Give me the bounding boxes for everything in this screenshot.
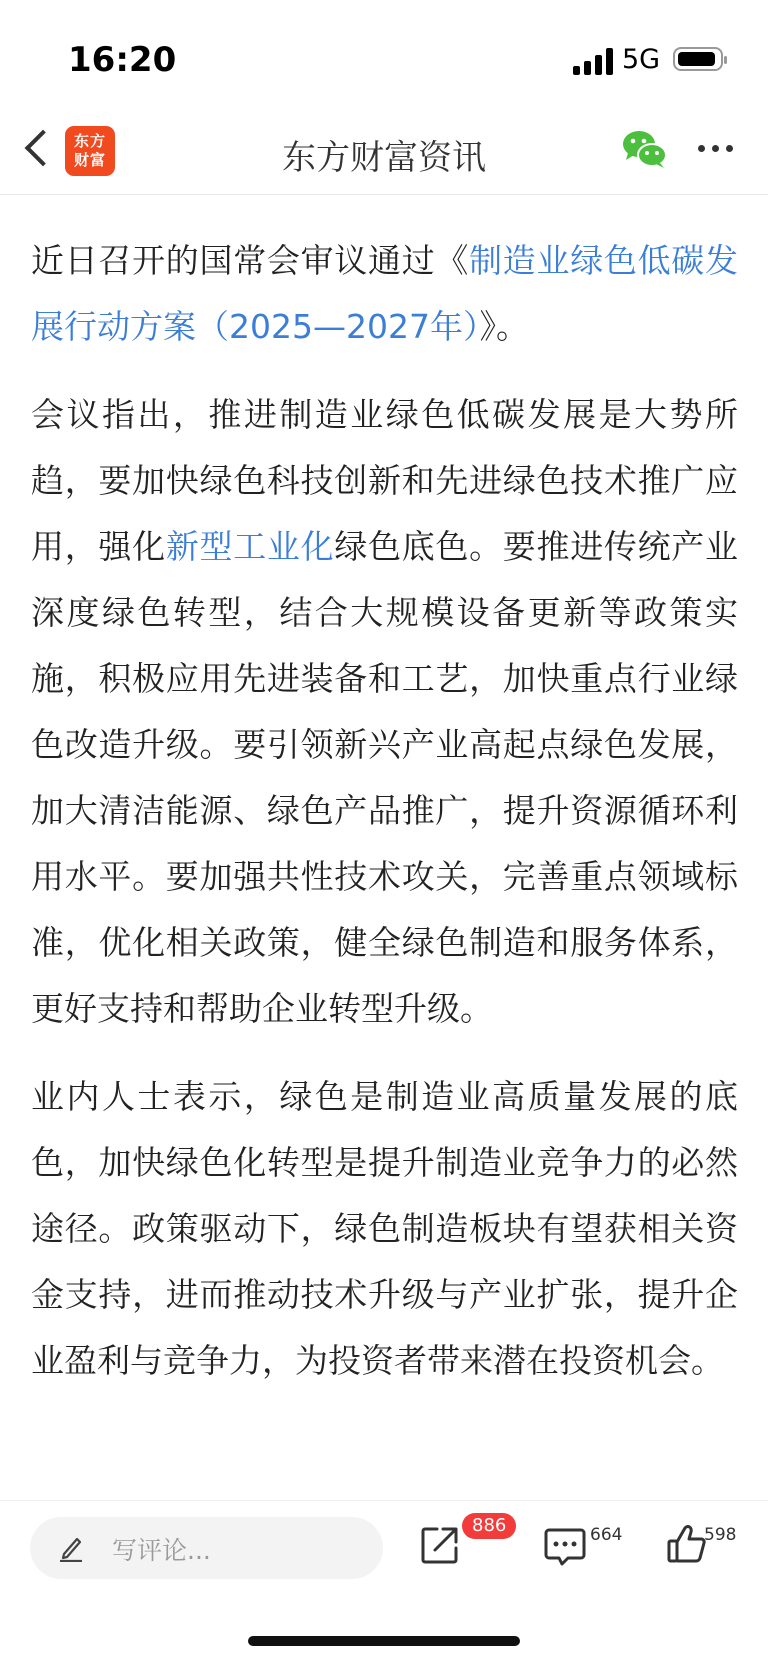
home-indicator [248, 1636, 520, 1646]
share-icon[interactable] [420, 1525, 460, 1565]
battery-icon [673, 47, 723, 71]
logo-line-1: 东方 [73, 132, 106, 150]
wechat-icon[interactable] [622, 128, 668, 170]
comment-count: 664 [590, 1525, 623, 1545]
logo-line-2: 财富 [73, 151, 106, 169]
bottom-bar [0, 1500, 768, 1664]
like-count: 598 [704, 1525, 737, 1545]
pencil-icon [58, 1534, 84, 1562]
p1-prefix: 近日召开的国常会审议通过《 [31, 241, 470, 280]
p1-suffix: 》。 [479, 307, 529, 346]
share-count-badge: 886 [462, 1513, 516, 1539]
back-icon[interactable] [25, 130, 62, 167]
p2-suffix: 绿色底色。要推进传统产业深度绿色转型，结合大规模设备更新等政策实施，积极应用先进装备和工艺，加快重点行业绿色改造升级。要引领新兴产业高起点绿色发展，加大清洁能源、绿色产品推广，提升资源循环利用水平。要加强共性技术攻关，完善重点领域标准，优化相关政策，健全绿色制造和服务体系，更好支持和帮助企业转型升级。 [31, 527, 739, 1028]
industrialization-link[interactable]: 新型工业化 [165, 527, 335, 566]
status-time: 16:20 [68, 40, 177, 80]
paragraph-2 [31, 382, 738, 1042]
p2-prefix: 会议指出，推进制造业绿色低碳发展是大势所趋，要加快绿色科技创新和先进绿色技术推广应用，强化 [31, 395, 738, 566]
policy-link[interactable]: 制造业绿色低碳发展行动方案（2025—2027年） [31, 241, 739, 346]
paragraph-3: 业内人士表示，绿色是制造业高质量发展的底色，加快绿色化转型是提升制造业竞争力的必然途径。政策驱动下，绿色制造板块有望获相关资金支持，进而推动技术升级与产业扩张，提升企业盈利与竞争力，为投资者带来潜在投资机会。 [31, 1077, 738, 1380]
paragraph-1 [31, 228, 738, 360]
comment-input[interactable] [30, 1517, 383, 1579]
comment-placeholder: 写评论... [112, 1536, 211, 1565]
network-label: 5G [622, 44, 661, 75]
article-body [31, 228, 738, 1416]
page-title: 东方财富资讯 [282, 138, 486, 178]
nav-bar [0, 110, 768, 195]
like-icon[interactable] [666, 1523, 708, 1565]
signal-icon [573, 47, 613, 75]
status-bar [0, 0, 768, 110]
more-icon[interactable] [698, 145, 734, 155]
app-logo[interactable] [65, 126, 115, 176]
comment-icon[interactable] [544, 1527, 586, 1567]
